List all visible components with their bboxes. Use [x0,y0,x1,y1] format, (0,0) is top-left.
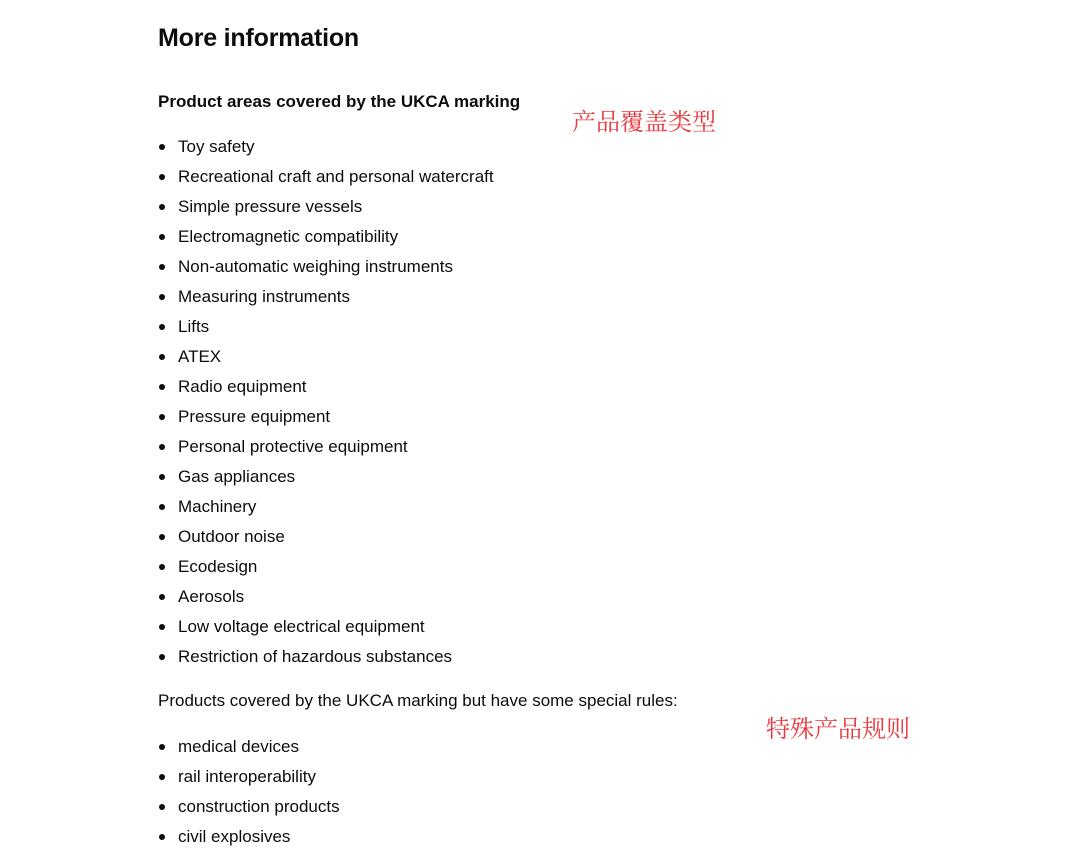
list-item-text: civil explosives [178,827,291,846]
list-item [158,522,494,552]
bullet-icon [159,774,165,780]
list-item-text: Outdoor noise [178,527,285,546]
bullet-icon [159,414,165,420]
list-item-text: Machinery [178,497,257,516]
list-item-text: medical devices [178,737,299,756]
list-item [158,642,494,672]
list-item-text: Electromagnetic compatibility [178,227,399,246]
list-item [158,492,494,522]
bullet-icon [159,384,165,390]
bullet-icon [159,804,165,810]
list-item [158,222,494,252]
special-products-annotation: 特殊产品规则 [766,715,910,743]
list-item-text: Non-automatic weighing instruments [178,257,453,276]
list-item-text: construction products [178,797,340,816]
bullet-icon [159,174,165,180]
list-item-text: Gas appliances [178,467,296,486]
list-item-text: Low voltage electrical equipment [178,617,425,636]
list-item-text: rail interoperability [178,767,316,786]
product-areas-heading: Product areas covered by the UKCA marking [158,92,521,111]
bullet-icon [159,144,165,150]
bullet-icon [159,324,165,330]
list-item [158,282,494,312]
list-item-text: Measuring instruments [178,287,350,306]
bullet-icon [159,354,165,360]
bullet-icon [159,234,165,240]
bullet-icon [159,444,165,450]
list-item-text: Ecodesign [178,557,258,576]
bullet-icon [159,204,165,210]
list-item [158,162,494,192]
bullet-icon [159,834,165,840]
bullet-icon [159,534,165,540]
list-item [158,192,494,222]
bullet-icon [159,504,165,510]
list-item [158,132,494,162]
bullet-icon [159,294,165,300]
list-item-text: Recreational craft and personal watercraft [178,167,494,186]
list-item-text: Toy safety [178,137,255,156]
list-item-text: ATEX [178,347,222,366]
list-item [158,792,340,822]
list-item-text: Lifts [178,317,210,336]
bullet-icon [159,594,165,600]
list-item-text: Pressure equipment [178,407,331,426]
special-rules-intro: Products covered by the UKCA marking but have some special rules: [158,691,678,710]
list-item [158,312,494,342]
list-item [158,372,494,402]
list-item [158,582,494,612]
product-areas-list [158,132,494,672]
bullet-icon [159,624,165,630]
list-item [158,252,494,282]
list-item [158,402,494,432]
list-item-text: Aerosols [178,587,245,606]
list-item [158,462,494,492]
special-rules-list [158,732,340,852]
list-item [158,432,494,462]
product-types-annotation: 产品覆盖类型 [572,108,716,136]
list-item [158,342,494,372]
page-heading: More information [158,24,359,52]
list-item [158,552,494,582]
bullet-icon [159,474,165,480]
list-item [158,762,340,792]
list-item-text: Radio equipment [178,377,307,396]
bullet-icon [159,564,165,570]
bullet-icon [159,264,165,270]
list-item-text: Simple pressure vessels [178,197,363,216]
list-item [158,612,494,642]
list-item-text: Restriction of hazardous substances [178,647,453,666]
list-item [158,732,340,762]
list-item-text: Personal protective equipment [178,437,408,456]
bullet-icon [159,744,165,750]
bullet-icon [159,654,165,660]
list-item [158,822,340,852]
